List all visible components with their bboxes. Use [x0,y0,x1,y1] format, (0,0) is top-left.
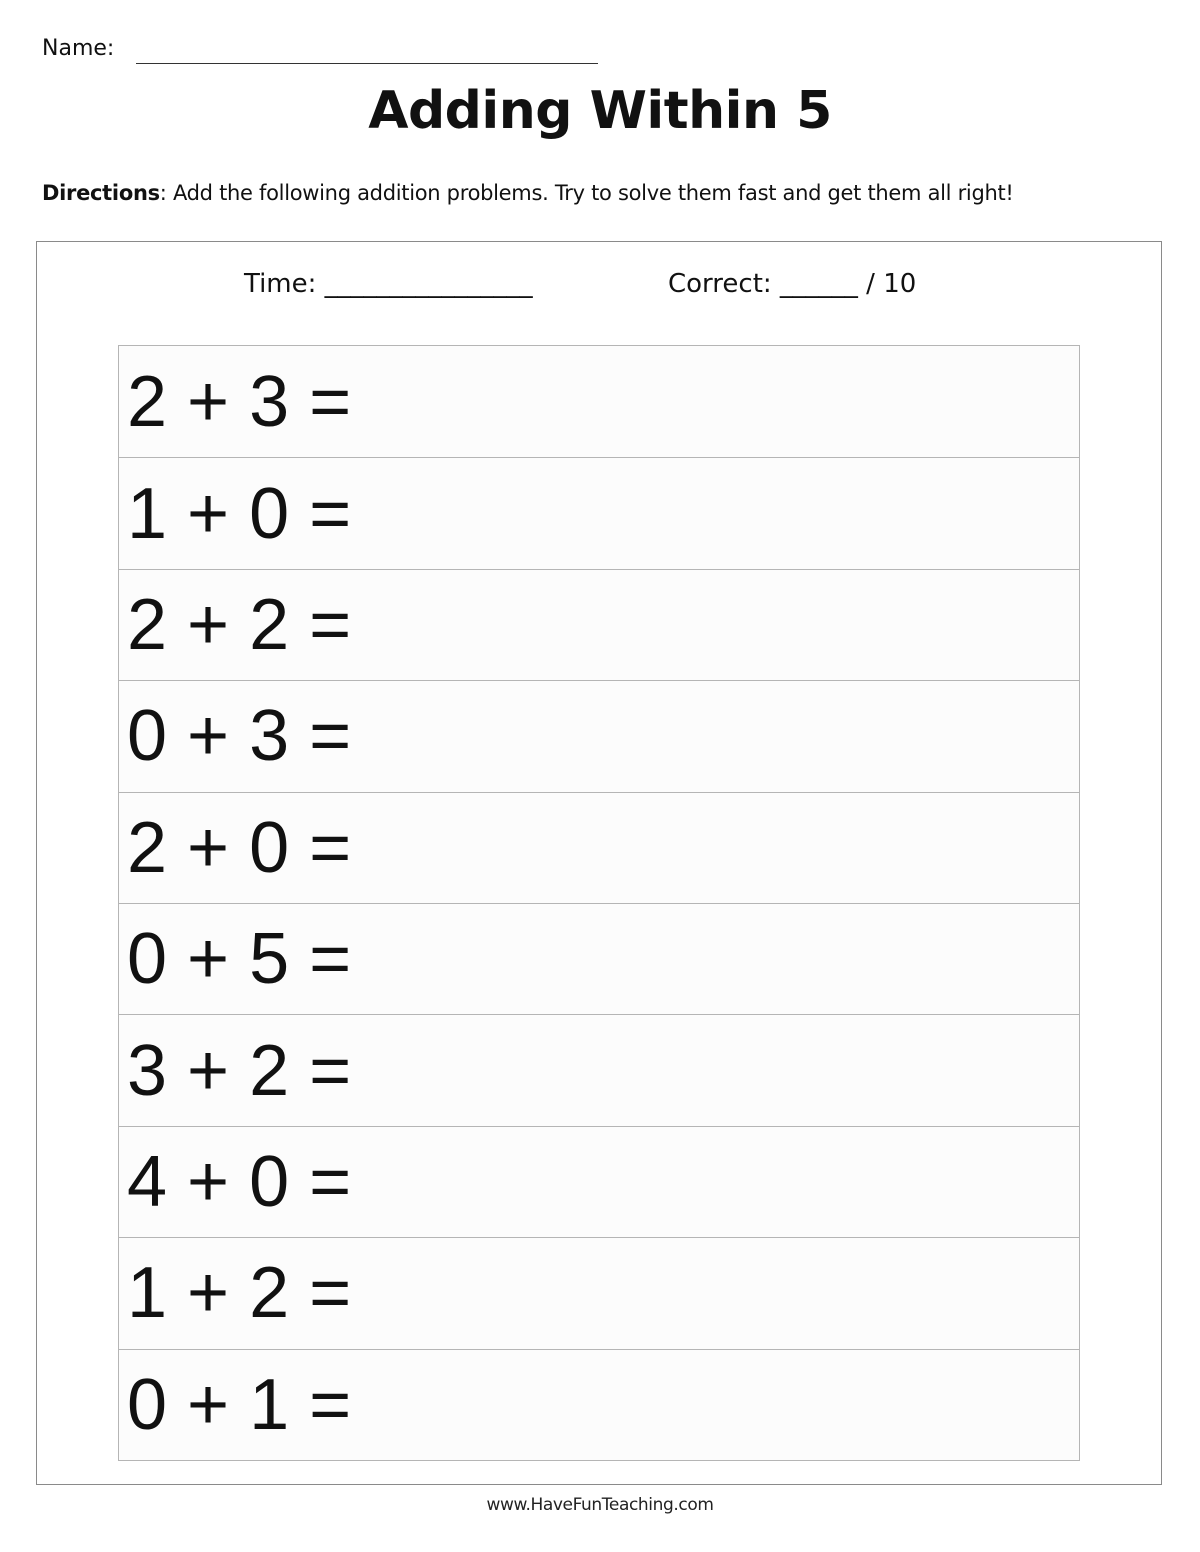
directions-label: Directions [42,181,160,205]
problem-row[interactable] [119,792,1079,903]
problem-row[interactable] [119,346,1079,457]
problem-row[interactable] [119,1237,1079,1348]
problem-row[interactable] [119,569,1079,680]
time-label: Time: ________________ [244,269,533,299]
name-label: Name: [42,36,115,61]
name-blank-line[interactable] [136,37,598,64]
directions [42,176,1162,210]
problem-text: 0 + 5 = [127,919,352,1000]
directions-text: : Add the following addition problems. Try to solve them fast and get them all right! [159,181,1014,205]
problem-row[interactable] [119,1349,1079,1460]
problem-table [118,345,1080,1461]
problem-text: 0 + 1 = [127,1364,352,1445]
problem-row[interactable] [119,1014,1079,1125]
time-field [244,266,533,302]
problem-text: 0 + 3 = [127,696,352,777]
correct-label: Correct: ______ / 10 [668,269,917,299]
problem-text: 1 + 0 = [127,473,352,554]
problem-row[interactable] [119,680,1079,791]
correct-field [668,266,916,302]
problem-text: 2 + 0 = [127,807,352,888]
problem-text: 1 + 2 = [127,1253,352,1334]
problem-text: 2 + 2 = [127,584,352,665]
problem-row[interactable] [119,1126,1079,1237]
problem-text: 3 + 2 = [127,1030,352,1111]
problem-text: 4 + 0 = [127,1141,352,1222]
footer-website: www.HaveFunTeaching.com [486,1495,714,1515]
problem-row[interactable] [119,903,1079,1014]
page-title: Adding Within 5 [368,81,832,141]
name-field-row [42,34,598,64]
problem-row[interactable] [119,457,1079,568]
problem-text: 2 + 3 = [127,361,352,442]
